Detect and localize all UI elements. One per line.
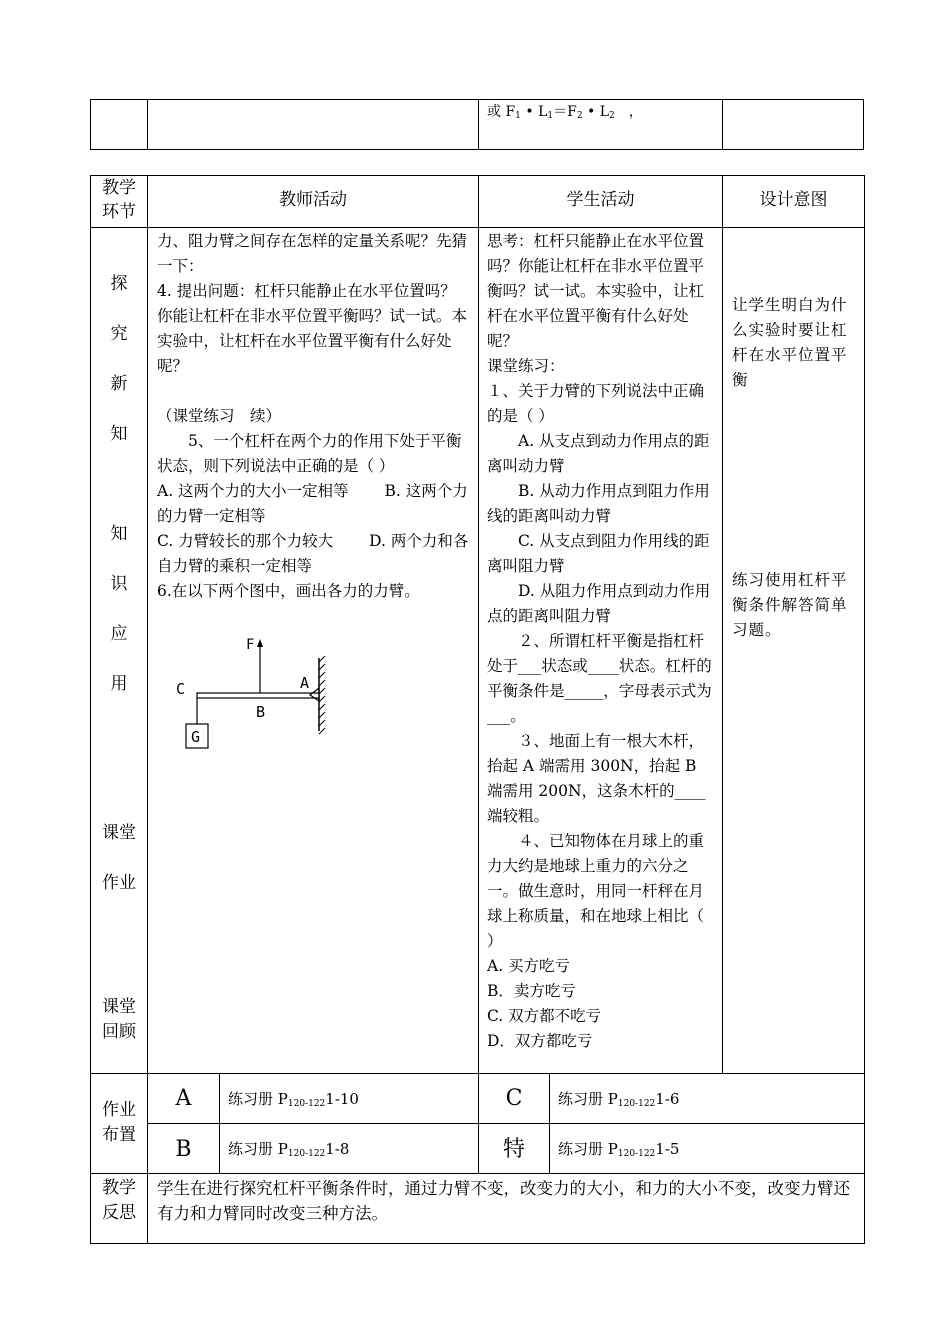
student-option-d: D. 从阻力作用点到动力作用点的距离叫阻力臂 bbox=[487, 582, 711, 625]
homework-vline bbox=[219, 1073, 220, 1174]
design-intent-2: 练习使用杠杆平衡条件解答简单习题。 bbox=[732, 571, 848, 639]
reflection-label: 教学反思 bbox=[102, 1178, 136, 1223]
top-row-vline bbox=[722, 99, 723, 150]
table-border-bottom bbox=[90, 1243, 865, 1244]
reflection-text: 学生在进行探究杠杆平衡条件时，通过力臂不变，改变力的大小，和力的大小不变，改变力臂还有力和力臂同时改变三种方法。 bbox=[157, 1179, 850, 1223]
stage-explore-1: 探 bbox=[110, 274, 128, 294]
stage-classwork-1: 课堂 bbox=[102, 823, 136, 843]
student-option-a: A. 从支点到动力作用点的距离叫动力臂 bbox=[487, 432, 710, 475]
table-vline-col2 bbox=[478, 175, 479, 1073]
homework-mid-line bbox=[147, 1123, 865, 1124]
table-vline-col1 bbox=[147, 175, 148, 1244]
top-row-border-bottom bbox=[90, 149, 864, 150]
teacher-exercise-heading: （课堂练习 续） bbox=[157, 407, 282, 425]
stage-apply-1: 知 bbox=[110, 524, 128, 544]
homework-task-special: 练习册 $P_{120-122}1-5$ bbox=[558, 1140, 680, 1159]
stage-apply-3: 应 bbox=[110, 624, 128, 644]
top-row-vline bbox=[478, 99, 479, 150]
header-teacher-activity: 教师活动 bbox=[279, 190, 347, 210]
student-exercise-heading: 课堂练习： bbox=[487, 357, 565, 375]
lever-formula: 或 $F_1$ • $L_1=F_2$ • $L_2$ ， bbox=[487, 104, 643, 121]
design-intent-1: 让学生明白为什么实验时要让杠杆在水平位置平衡 bbox=[732, 296, 848, 389]
diagram-label-B: B bbox=[256, 703, 266, 721]
homework-task-a: 练习册 $P_{120-122}1-10$ bbox=[228, 1090, 359, 1109]
homework-level-special: 特 bbox=[502, 1137, 525, 1162]
diagram-label-C: C bbox=[176, 680, 186, 698]
teacher-question-4: 4. 提出问题：杠杆只能静止在水平位置吗？你能让杠杆在非水平位置平衡吗？试一试。本实验中，让杠杆在水平位置平衡有什么好处呢？ bbox=[157, 282, 468, 375]
student-q4-option-c: C. 双方都不吃亏 bbox=[487, 1007, 602, 1025]
stage-review: 课堂回顾 bbox=[102, 997, 136, 1042]
student-q4-option-a: A. 买方吃亏 bbox=[487, 957, 571, 975]
stage-explore-3: 新 bbox=[110, 374, 128, 394]
homework-level-c: C bbox=[505, 1086, 523, 1111]
stage-explore-4: 知 bbox=[110, 424, 128, 444]
homework-vline bbox=[549, 1073, 550, 1174]
teacher-option-ab: A. 这两个力的大小一定相等 B. 这两个力的力臂一定相等 bbox=[157, 482, 468, 525]
stage-classwork-2: 作业 bbox=[102, 873, 136, 893]
homework-label: 作业布置 bbox=[102, 1100, 136, 1145]
student-question-3: ３、地面上有一根大木杆，抬起 A 端需用 300N，抬起 B 端需用 200N，这条木杆的____端较粗。 bbox=[487, 732, 706, 825]
homework-task-b: 练习册 $P_{120-122}1-8$ bbox=[228, 1140, 350, 1159]
top-row-border-top bbox=[90, 99, 864, 100]
top-row-vline bbox=[147, 99, 148, 150]
student-q4-option-d: D．双方都吃亏 bbox=[487, 1032, 593, 1050]
teacher-question-6: 6.在以下两个图中，画出各力的力臂。 bbox=[157, 582, 420, 600]
homework-level-a: A bbox=[175, 1086, 192, 1111]
teacher-option-cd: C. 力臂较长的那个力较大 D. 两个力和各自力臂的乘积一定相等 bbox=[157, 532, 469, 575]
header-stage: 教学环节 bbox=[102, 178, 136, 222]
student-question-2: ２、所谓杠杆平衡是指杠杆处于___状态或____状态。杠杆的平衡条件是_____，字母表示式为___。 bbox=[487, 632, 712, 725]
header-design-intent: 设计意图 bbox=[759, 190, 828, 210]
stage-apply-4: 用 bbox=[110, 674, 128, 694]
student-activity-cell bbox=[487, 229, 716, 1054]
student-question-1: １、关于力臂的下列说法中正确的是（ ） bbox=[487, 382, 705, 425]
homework-level-b: B bbox=[175, 1137, 192, 1162]
homework-task-c: 练习册 $P_{120-122}1-6$ bbox=[558, 1090, 680, 1109]
student-think-text: 思考：杠杆只能静止在水平位置吗？你能让杠杆在非水平位置平衡吗？试一试。本实验中，让杠杆在水平位置平衡有什么好处呢？ bbox=[487, 232, 705, 350]
lever-diagram bbox=[170, 628, 335, 758]
student-option-c: C. 从支点到阻力作用线的距离叫阻力臂 bbox=[487, 532, 710, 575]
teacher-activity-cell bbox=[157, 229, 471, 604]
table-vline-right bbox=[864, 175, 865, 1244]
diagram-label-A: A bbox=[300, 674, 310, 692]
stage-apply-2: 识 bbox=[110, 574, 128, 594]
student-question-4: ４、已知物体在月球上的重力大约是地球上重力的六分之一。做生意时，用同一杆秤在月球上称质量，和在地球上相比（ ） bbox=[487, 832, 705, 950]
diagram-label-G: G bbox=[191, 728, 201, 746]
table-vline-col3 bbox=[722, 175, 723, 1073]
teacher-intro-text: 力、阻力臂之间存在怎样的定量关系呢？先猜一下： bbox=[157, 232, 468, 275]
diagram-label-F: F bbox=[246, 637, 255, 653]
header-student-activity: 学生活动 bbox=[566, 190, 635, 210]
teacher-question-5: 5、一个杠杆在两个力的作用下处于平衡状态，则下列说法中正确的是（ ） bbox=[157, 432, 462, 475]
student-q4-option-b: B．卖方吃亏 bbox=[487, 982, 576, 1000]
student-option-b: B. 从动力作用点到阻力作用线的距离叫动力臂 bbox=[487, 482, 710, 525]
top-row-vline bbox=[863, 99, 864, 150]
stage-explore-2: 究 bbox=[110, 324, 128, 344]
top-row-vline bbox=[90, 99, 91, 150]
